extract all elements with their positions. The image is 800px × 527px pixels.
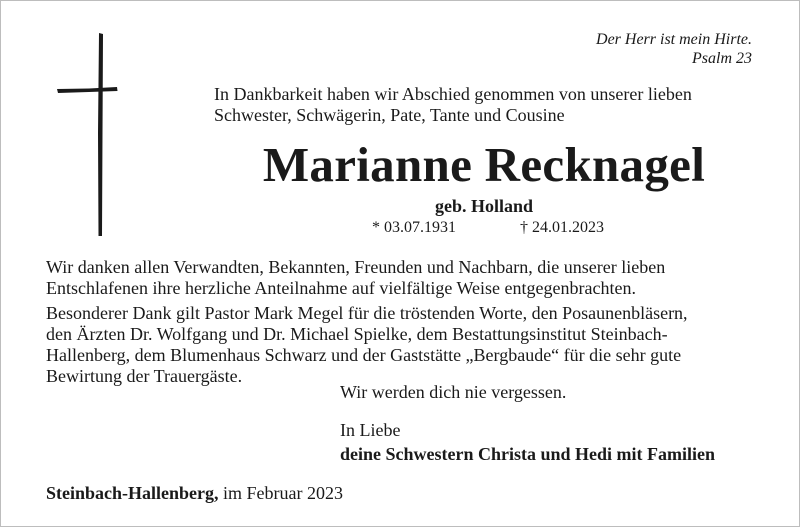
- town-name: Steinbach-Hallenberg,: [46, 483, 219, 503]
- thanks-line: Hallenberg, dem Blumenhaus Schwarz und der Gaststätte „Bergbaude“ für die sehr gute: [46, 345, 682, 365]
- place-date: [46, 483, 343, 504]
- intro-line-2: Schwester, Schwägerin, Pate, Tante und Cousine: [214, 105, 565, 125]
- death-date: † 24.01.2023: [520, 219, 604, 236]
- family-signature: deine Schwestern Christa und Hedi mit Familien: [340, 444, 716, 464]
- thanks-line: Wir danken allen Verwandten, Bekannten, Freunden und Nachbarn, die unserer lieben: [46, 257, 666, 277]
- in-love-line: In Liebe: [340, 420, 401, 440]
- life-dates: [372, 218, 632, 238]
- birth-name: geb. Holland: [434, 196, 534, 216]
- thanks-line: Entschlafenen ihre herzliche Anteilnahme auf vielfältige Weise entgegenbrachten.: [46, 278, 636, 298]
- bible-verse: [596, 30, 752, 68]
- thanks-line: Bewirtung der Trauergäste.: [46, 366, 243, 386]
- notice-date: im Februar 2023: [218, 483, 343, 503]
- thanks-paragraph-2: [46, 303, 766, 387]
- thanks-line: Besonderer Dank gilt Pastor Mark Megel für die tröstenden Worte, den Posaunenbläsern,: [46, 303, 688, 323]
- verse-quote: Der Herr ist mein Hirte.: [596, 31, 752, 48]
- birth-date: * 03.07.1931: [372, 219, 456, 236]
- latin-cross-icon: [55, 33, 119, 242]
- intro-line-1: In Dankbarkeit haben wir Abschied genommen von unserer lieben: [214, 84, 692, 104]
- verse-reference: Psalm 23: [692, 50, 752, 67]
- thanks-paragraph-1: [46, 257, 766, 299]
- deceased-name: Marianne Recknagel: [262, 137, 706, 192]
- remembrance-line: Wir werden dich nie vergessen.: [340, 382, 567, 402]
- intro-text: [214, 84, 774, 126]
- thanks-line: den Ärzten Dr. Wolfgang und Dr. Michael Spielke, dem Bestattungsinstitut Steinbach-: [46, 324, 668, 344]
